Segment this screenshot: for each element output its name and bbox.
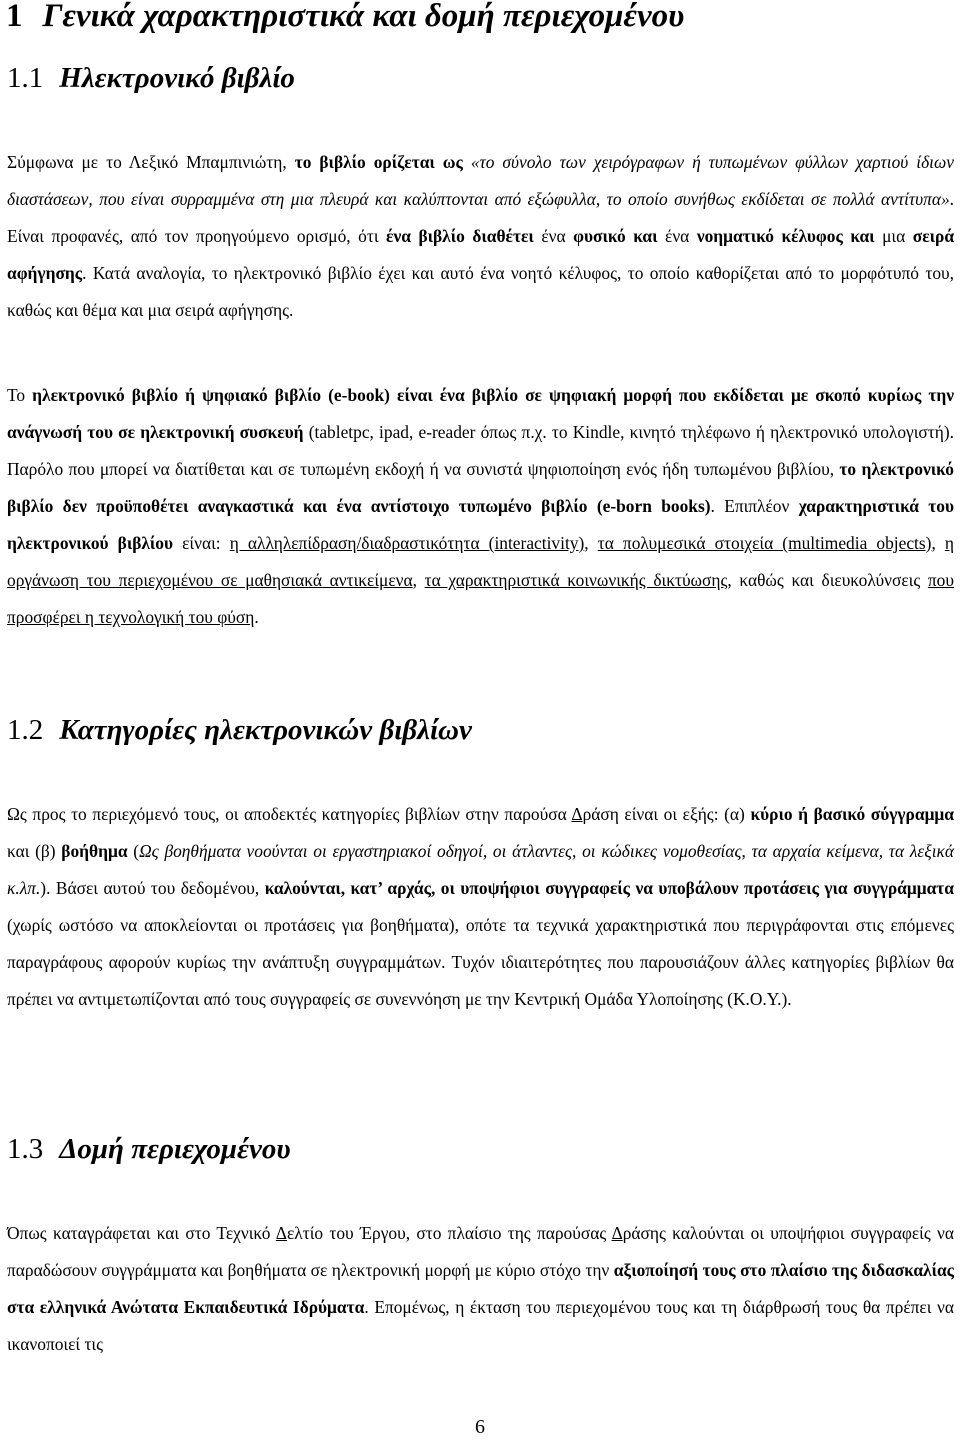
text-run: . [254,607,259,627]
chapter-title: Γενικά χαρακτηριστικά και δομή περιεχομένου [42,0,685,34]
text-run: το ηλεκτρονικό βιβλίο δεν προϋποθέτει αναγκαστικά και ένα αντίστοιχο τυπωμένο βιβλίο (e-born books) [7,459,954,516]
text-run: χαρακτηριστικά του ηλεκτρονικού βιβλίου [7,496,954,553]
text-run: η οργάνωση του περιεχομένου σε μαθησιακά αντικείμενα [7,533,954,590]
text-run: . Επομένως, η έκταση του περιεχομένου τους και τη διάρθρωσή τους θα πρέπει να ικανοποιεί τις [7,1297,954,1354]
section-number: 1.2 [7,714,44,746]
text-run: νοηματικό κέλυφος και [696,226,883,246]
section-title: Κατηγορίες ηλεκτρονικών βιβλίων [59,714,472,746]
text-run: Δ [275,1223,287,1243]
text-run: αξιοποίησή τους στο πλαίσιο της διδασκαλίας στα ελληνικά Ανώτατα Εκπαιδευτικά Ιδρύματα [7,1260,954,1317]
text-run: ράση είναι οι εξής: (α) [582,804,751,824]
text-run: . Κατά αναλογία, το ηλεκτρονικό βιβλίο έχει και αυτό ένα νοητό κέλυφος, το οποίο καθορίζεται από το μορφότυπό του, καθώς και θέμα και μια σειρά αφήγησης. [7,263,954,320]
text-run: ένα βιβλίο διαθέτει [386,226,542,246]
text-run: μια [882,226,913,246]
text-run: . Είναι προφανές, από τον προηγούμενο ορισμό, ότι [7,189,954,246]
text-run: . Επιπλέον [710,496,799,516]
page-number: 6 [475,1416,485,1438]
section-title: Ηλεκτρονικό βιβλίο [59,62,295,94]
text-run: Το [7,385,33,405]
paragraph [7,144,954,329]
section-heading-1-3 [7,1133,291,1166]
text-run: ελτίο του Έργου, στο πλαίσιο της παρούσας [286,1223,612,1243]
text-run: η αλληλεπίδραση/διαδραστικότητα (interactivity) [229,533,585,553]
text-run: (tabletpc, ipad, e-reader όπως π.χ. το Kindle, κινητό τηλέφωνο ή ηλεκτρονικό υπολογιστή). Παρόλο που μπορεί να διατίθεται και σε τυπωμένη εκδοχή ή να συνιστά ψηφιοποίηση ενός ήδη τυπωμένου βιβλίου, [7,422,954,479]
text-run: Δ [571,804,583,824]
section-number: 1.1 [7,62,44,94]
section-heading-1-2 [7,714,472,747]
text-run: το βιβλίο ορίζεται ως [294,152,471,172]
text-run: βοήθημα [61,841,128,861]
text-run: , καθώς και διευκολύνσεις [727,570,928,590]
text-run: φυσικό και [573,226,666,246]
text-run: ( [127,841,140,861]
text-run: ράσης καλούνται οι υποψήφιοι συγγραφείς να παραδώσουν συγγράμματα και βοηθήματα σε ηλεκτρονική μορφή με κύριο στόχο την [7,1223,955,1280]
text-run: , [412,570,425,590]
section-heading-1-1 [7,62,295,95]
text-run: , [931,533,945,553]
text-run: που προσφέρει η τεχνολογική του φύση [7,570,954,627]
paragraph [7,796,954,1018]
chapter-heading [6,0,684,35]
text-run: ). Βάσει αυτού του δεδομένου, [40,878,265,898]
text-run: Όπως καταγράφεται και στο Τεχνικό [7,1223,276,1243]
text-run: (χωρίς ωστόσο να αποκλείονται οι προτάσεις για βοηθήματα), οπότε τα τεχνικά χαρακτηριστικά που περιγράφονται στις επόμενες παραγράφους αφορούν κυρίως την ανάπτυξη συγγραμμάτων. Τυχόν ιδιαιτερότητες που παρουσιάζουν άλλες κατηγορίες βιβλίων θα πρέπει να αντιμετωπίζονται από τους συγγραφείς σε συνεννόηση με την Κεντρική Ομάδα Υλοποίησης (Κ.Ο.Υ.). [7,915,954,1009]
text-run: Δ [611,1223,623,1243]
text-run: ένα [541,226,574,246]
text-run: τα χαρακτηριστικά κοινωνικής δικτύωσης [424,570,728,590]
text-run: καλούνται, κατ’ αρχάς, οι υποψήφιοι συγγραφείς να υποβάλουν προτάσεις για συγγράμματα [264,878,954,898]
text-run: τα πολυμεσικά στοιχεία (multimedia objects) [597,533,932,553]
text-run: και (β) [7,841,62,861]
paragraph [7,1215,954,1363]
text-run: Σύμφωνα με το Λεξικό Μπαμπινιώτη, [7,152,295,172]
chapter-number: 1 [6,0,23,34]
section-title: Δομή περιεχομένου [59,1133,291,1165]
paragraph [7,377,954,636]
text-run: Ως προς το περιεχόμενό τους, οι αποδεκτές κατηγορίες βιβλίων στην παρούσα [7,804,572,824]
text-run: , [584,533,598,553]
text-run: σειρά αφήγησης [7,226,955,283]
text-run: κύριο ή βασικό σύγγραμμα [750,804,954,824]
text-run: είναι: [173,533,230,553]
text-run: «το σύνολο των χειρόγραφων ή τυπωμένων φύλλων χαρτιού ίδιων διαστάσεων, που είναι συρραμμένα στη μια πλευρά και καλύπτονται από εξώφυλλα, το οποίο συνήθως εκδίδεται σε πολλά αντίτυπα» [7,152,954,209]
text-run: Ως βοηθήματα νοούνται οι εργαστηριακοί οδηγοί, οι άτλαντες, οι κώδικες νομοθεσίας, τα αρχαία κείμενα, τα λεξικά κ.λπ. [7,841,955,898]
text-run: ένα [665,226,697,246]
text-run: ηλεκτρονικό βιβλίο ή ψηφιακό βιβλίο (e-book) είναι ένα βιβλίο σε ψηφιακή μορφή που εκδίδεται με σκοπό κυρίως την ανάγνωσή του σε ηλεκτρονική συσκευή [7,385,955,442]
section-number: 1.3 [7,1133,44,1165]
